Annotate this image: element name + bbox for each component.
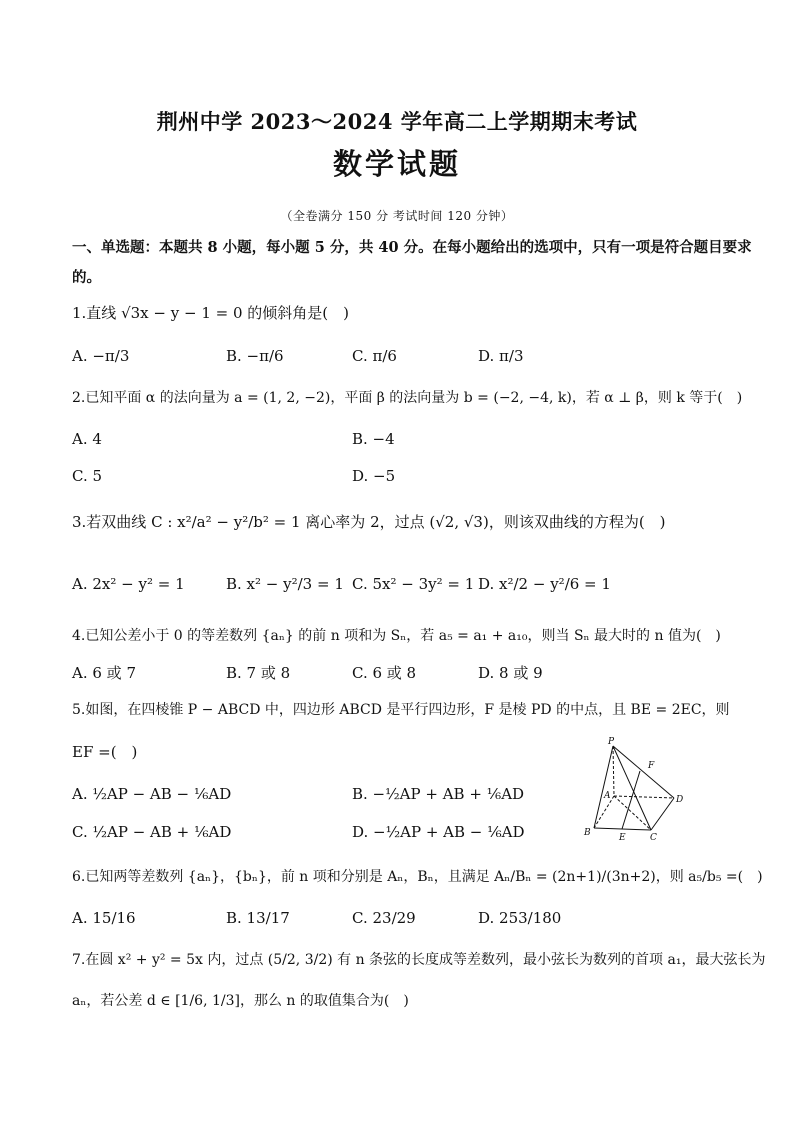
edge-pc: [613, 746, 651, 830]
question-1-option-c: C. π/6: [352, 347, 397, 365]
exam-title: 荆州中学 2023～2024 学年高二上学期期末考试: [156, 109, 638, 134]
question-1-option-d: D. π/3: [478, 347, 524, 365]
section-heading-line1: 一、单选题：本题共 8 小题，每小题 5 分，共 40 分。在每小题给出的选项中，只有一项是符合题目要求: [72, 239, 752, 256]
question-2-option-b: B. −4: [352, 430, 395, 448]
question-2-option-d: D. −5: [352, 467, 396, 485]
edge-ad-hidden: [614, 796, 674, 798]
question-6-option-c: C. 23/29: [352, 909, 416, 927]
question-5-option-d: D. −½AP + AB − ⅙AD: [352, 823, 525, 841]
question-3-option-d: D. x²/2 − y²/6 = 1: [478, 575, 611, 593]
question-2-option-c: C. 5: [72, 467, 103, 485]
question-4-stem: 4.已知公差小于 0 的等差数列 {aₙ} 的前 n 项和为 Sₙ，若 a₅ = a₁ + a₁₀，则当 Sₙ 最大时的 n 值为( ): [72, 628, 721, 644]
edge-pa-hidden: [613, 746, 614, 796]
label-e: E: [619, 833, 626, 843]
question-1-option-b: B. −π/6: [226, 347, 284, 365]
edge-cd: [651, 798, 674, 830]
edge-pd: [613, 746, 674, 798]
question-1-option-a: A. −π/3: [72, 347, 130, 365]
question-3-option-c: C. 5x² − 3y² = 1: [352, 575, 475, 593]
label-b: B: [584, 828, 591, 838]
label-c: C: [650, 833, 657, 843]
question-3-option-b: B. x² − y²/3 = 1: [226, 575, 344, 593]
question-3-option-a: A. 2x² − y² = 1: [72, 575, 185, 593]
question-6-stem: 6.已知两等差数列 {aₙ}，{bₙ}，前 n 项和分别是 Aₙ，Bₙ，且满足 Aₙ/Bₙ = (2n+1)/(3n+2)，则 a₅/b₅ =( ): [72, 869, 763, 885]
pyramid-figure: [578, 736, 698, 846]
question-6-option-a: A. 15/16: [72, 909, 136, 927]
label-a: A: [604, 791, 611, 801]
question-7-stem: 7.在圆 x² + y² = 5x 内，过点 (5/2, 3/2) 有 n 条弦的长度成等差数列，最小弦长为数列的首项 a₁，最大弦长为: [72, 952, 766, 968]
exam-note: （全卷满分 150 分 考试时间 120 分钟）: [280, 209, 514, 223]
edge-pb: [594, 746, 613, 828]
question-7-stem-continued: aₙ，若公差 d ∈ [1/6, 1/3]，那么 n 的取值集合为( ): [72, 993, 409, 1009]
diagonal-ac-hidden: [614, 796, 651, 830]
question-6-option-d: D. 253/180: [478, 909, 562, 927]
question-2-option-a: A. 4: [72, 430, 102, 448]
question-4-option-c: C. 6 或 8: [352, 664, 417, 682]
question-5-option-c: C. ½AP − AB + ⅙AD: [72, 823, 232, 841]
question-3-stem: 3.若双曲线 C : x²/a² − y²/b² = 1 离心率为 2，过点 (√2, √3)，则该双曲线的方程为( ): [72, 513, 666, 531]
question-2-stem: 2.已知平面 α 的法向量为 a = (1, 2, −2)，平面 β 的法向量为 b = (−2, −4, k)，若 α ⊥ β，则 k 等于( ): [72, 390, 743, 406]
question-6-option-b: B. 13/17: [226, 909, 290, 927]
question-4-option-b: B. 7 或 8: [226, 664, 291, 682]
subject-title: 数学试题: [332, 147, 461, 181]
label-p: P: [608, 737, 615, 747]
question-4-option-d: D. 8 或 9: [478, 664, 543, 682]
question-1-stem: 1.直线 √3x − y − 1 = 0 的倾斜角是( ): [72, 304, 349, 322]
section-heading-line2: 的。: [72, 269, 101, 286]
question-5-option-b: B. −½AP + AB + ⅙AD: [352, 785, 525, 803]
question-5-option-a: A. ½AP − AB − ⅙AD: [72, 785, 232, 803]
label-f: F: [648, 761, 655, 771]
question-4-option-a: A. 6 或 7: [72, 664, 136, 682]
label-d: D: [676, 795, 684, 805]
question-5-stem-continued: EF =( ): [72, 743, 138, 761]
question-5-stem: 5.如图，在四棱锥 P − ABCD 中，四边形 ABCD 是平行四边形，F 是棱 PD 的中点，且 BE = 2EC，则: [72, 702, 730, 718]
